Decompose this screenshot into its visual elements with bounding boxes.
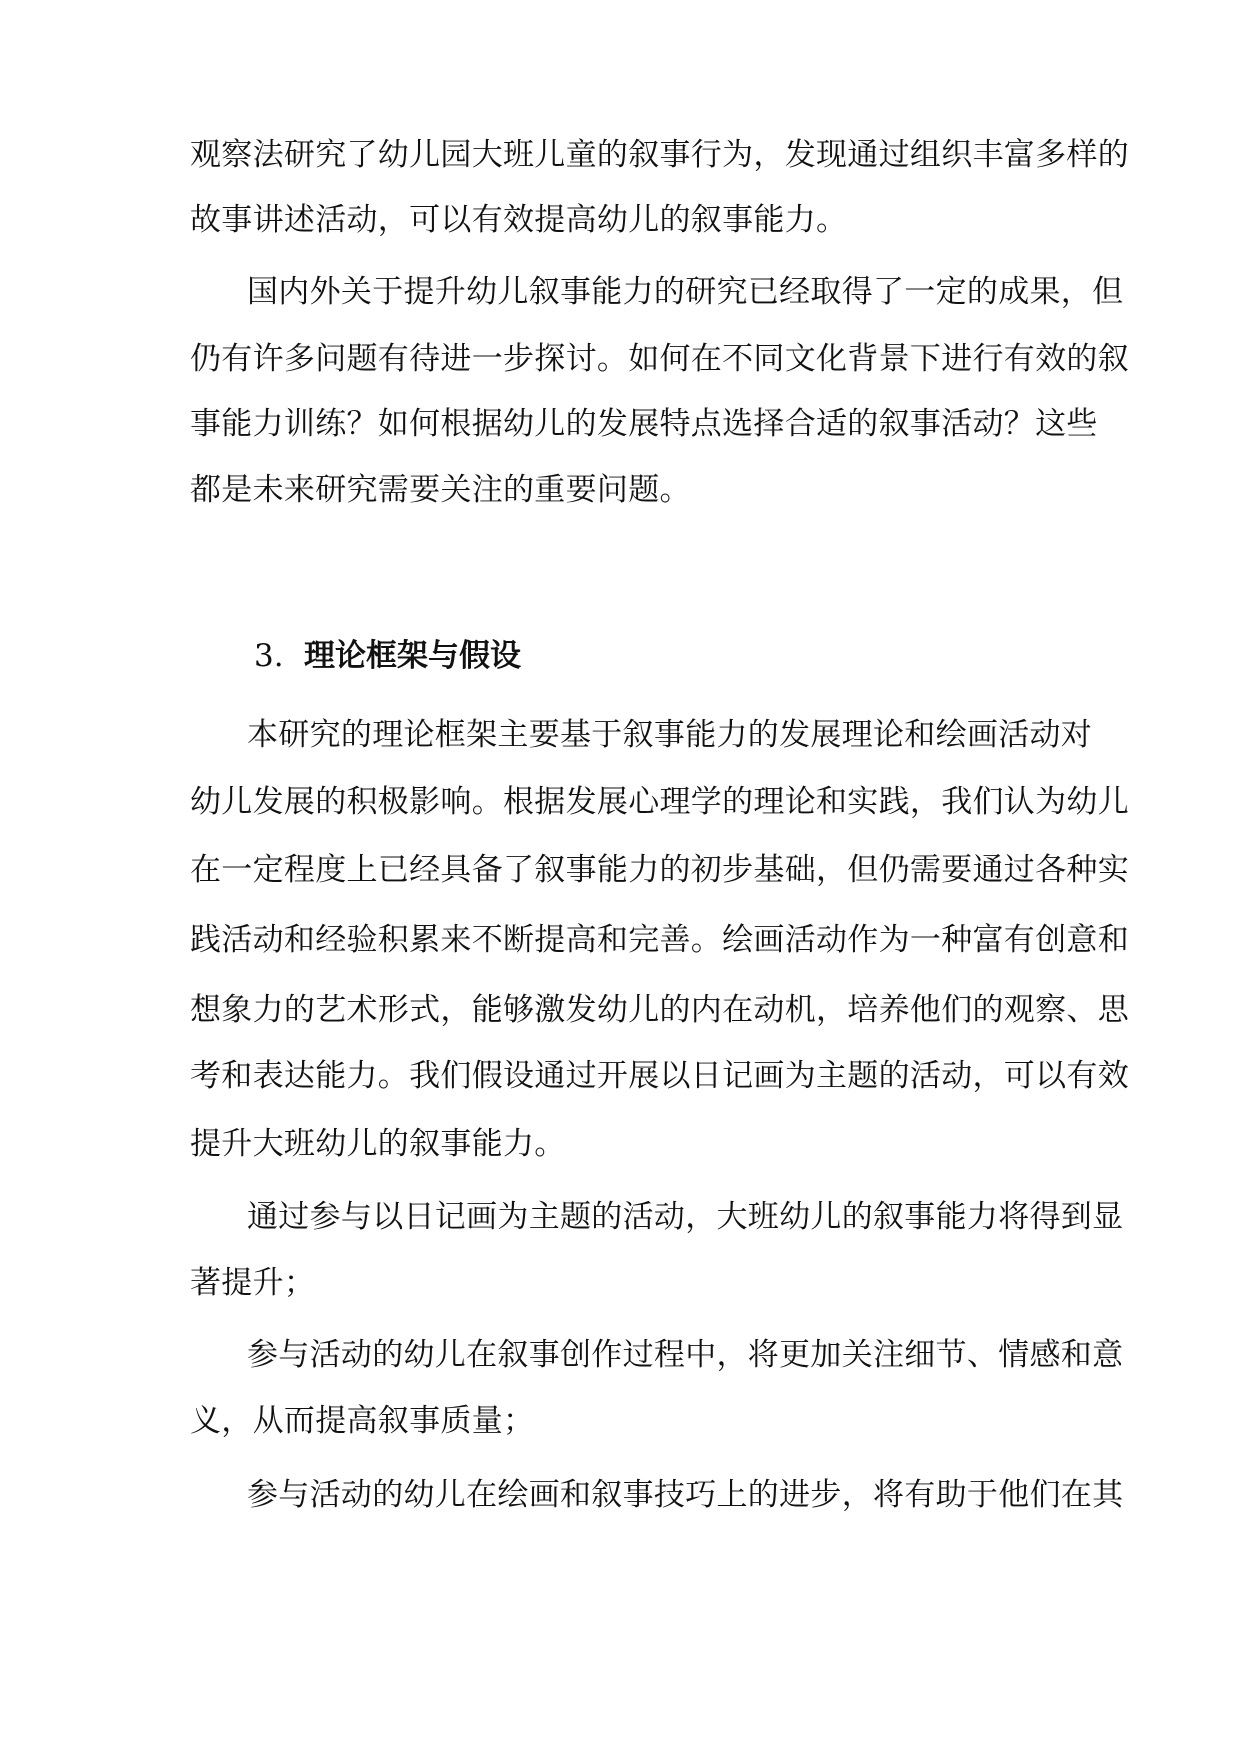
paragraph-line: 故事讲述活动，可以有效提高幼儿的叙事能力。 [190, 202, 848, 238]
paragraph-line: 幼儿发展的积极影响。根据发展心理学的理论和实践，我们认为幼儿 [190, 784, 1129, 820]
paragraph-line: 义，从而提高叙事质量； [190, 1403, 535, 1439]
paragraph-line: 参与活动的幼儿在叙事创作过程中，将更加关注细节、情感和意 [247, 1337, 1124, 1373]
paragraph-line: 参与活动的幼儿在绘画和叙事技巧上的进步，将有助于他们在其 [247, 1477, 1124, 1513]
paragraph-line: 事能力训练？如何根据幼儿的发展特点选择合适的叙事活动？这些 [190, 406, 1098, 442]
paragraph-line: 仍有许多问题有待进一步探讨。如何在不同文化背景下进行有效的叙 [190, 341, 1129, 377]
paragraph-line: 想象力的艺术形式，能够激发幼儿的内在动机，培养他们的观察、思 [190, 992, 1129, 1028]
paragraph-line: 提升大班幼儿的叙事能力。 [190, 1126, 566, 1162]
section-number: 3. [254, 638, 284, 674]
paragraph-line: 考和表达能力。我们假设通过开展以日记画为主题的活动，可以有效 [190, 1058, 1129, 1094]
paragraph-line: 观察法研究了幼儿园大班儿童的叙事行为，发现通过组织丰富多样的 [190, 137, 1129, 173]
paragraph-line: 都是未来研究需要关注的重要问题。 [190, 472, 691, 508]
section-title: 理论框架与假设 [304, 638, 521, 674]
paragraph-line: 国内外关于提升幼儿叙事能力的研究已经取得了一定的成果，但 [247, 274, 1124, 310]
paragraph-line: 在一定程度上已经具备了叙事能力的初步基础，但仍需要通过各种实 [190, 852, 1129, 888]
paragraph-line: 践活动和经验积累来不断提高和完善。绘画活动作为一种富有创意和 [190, 922, 1129, 958]
section-heading [254, 634, 521, 678]
paragraph-line: 通过参与以日记画为主题的活动，大班幼儿的叙事能力将得到显 [247, 1199, 1124, 1235]
paragraph-line: 本研究的理论框架主要基于叙事能力的发展理论和绘画活动对 [247, 717, 1093, 753]
paragraph-line: 著提升； [190, 1265, 316, 1301]
